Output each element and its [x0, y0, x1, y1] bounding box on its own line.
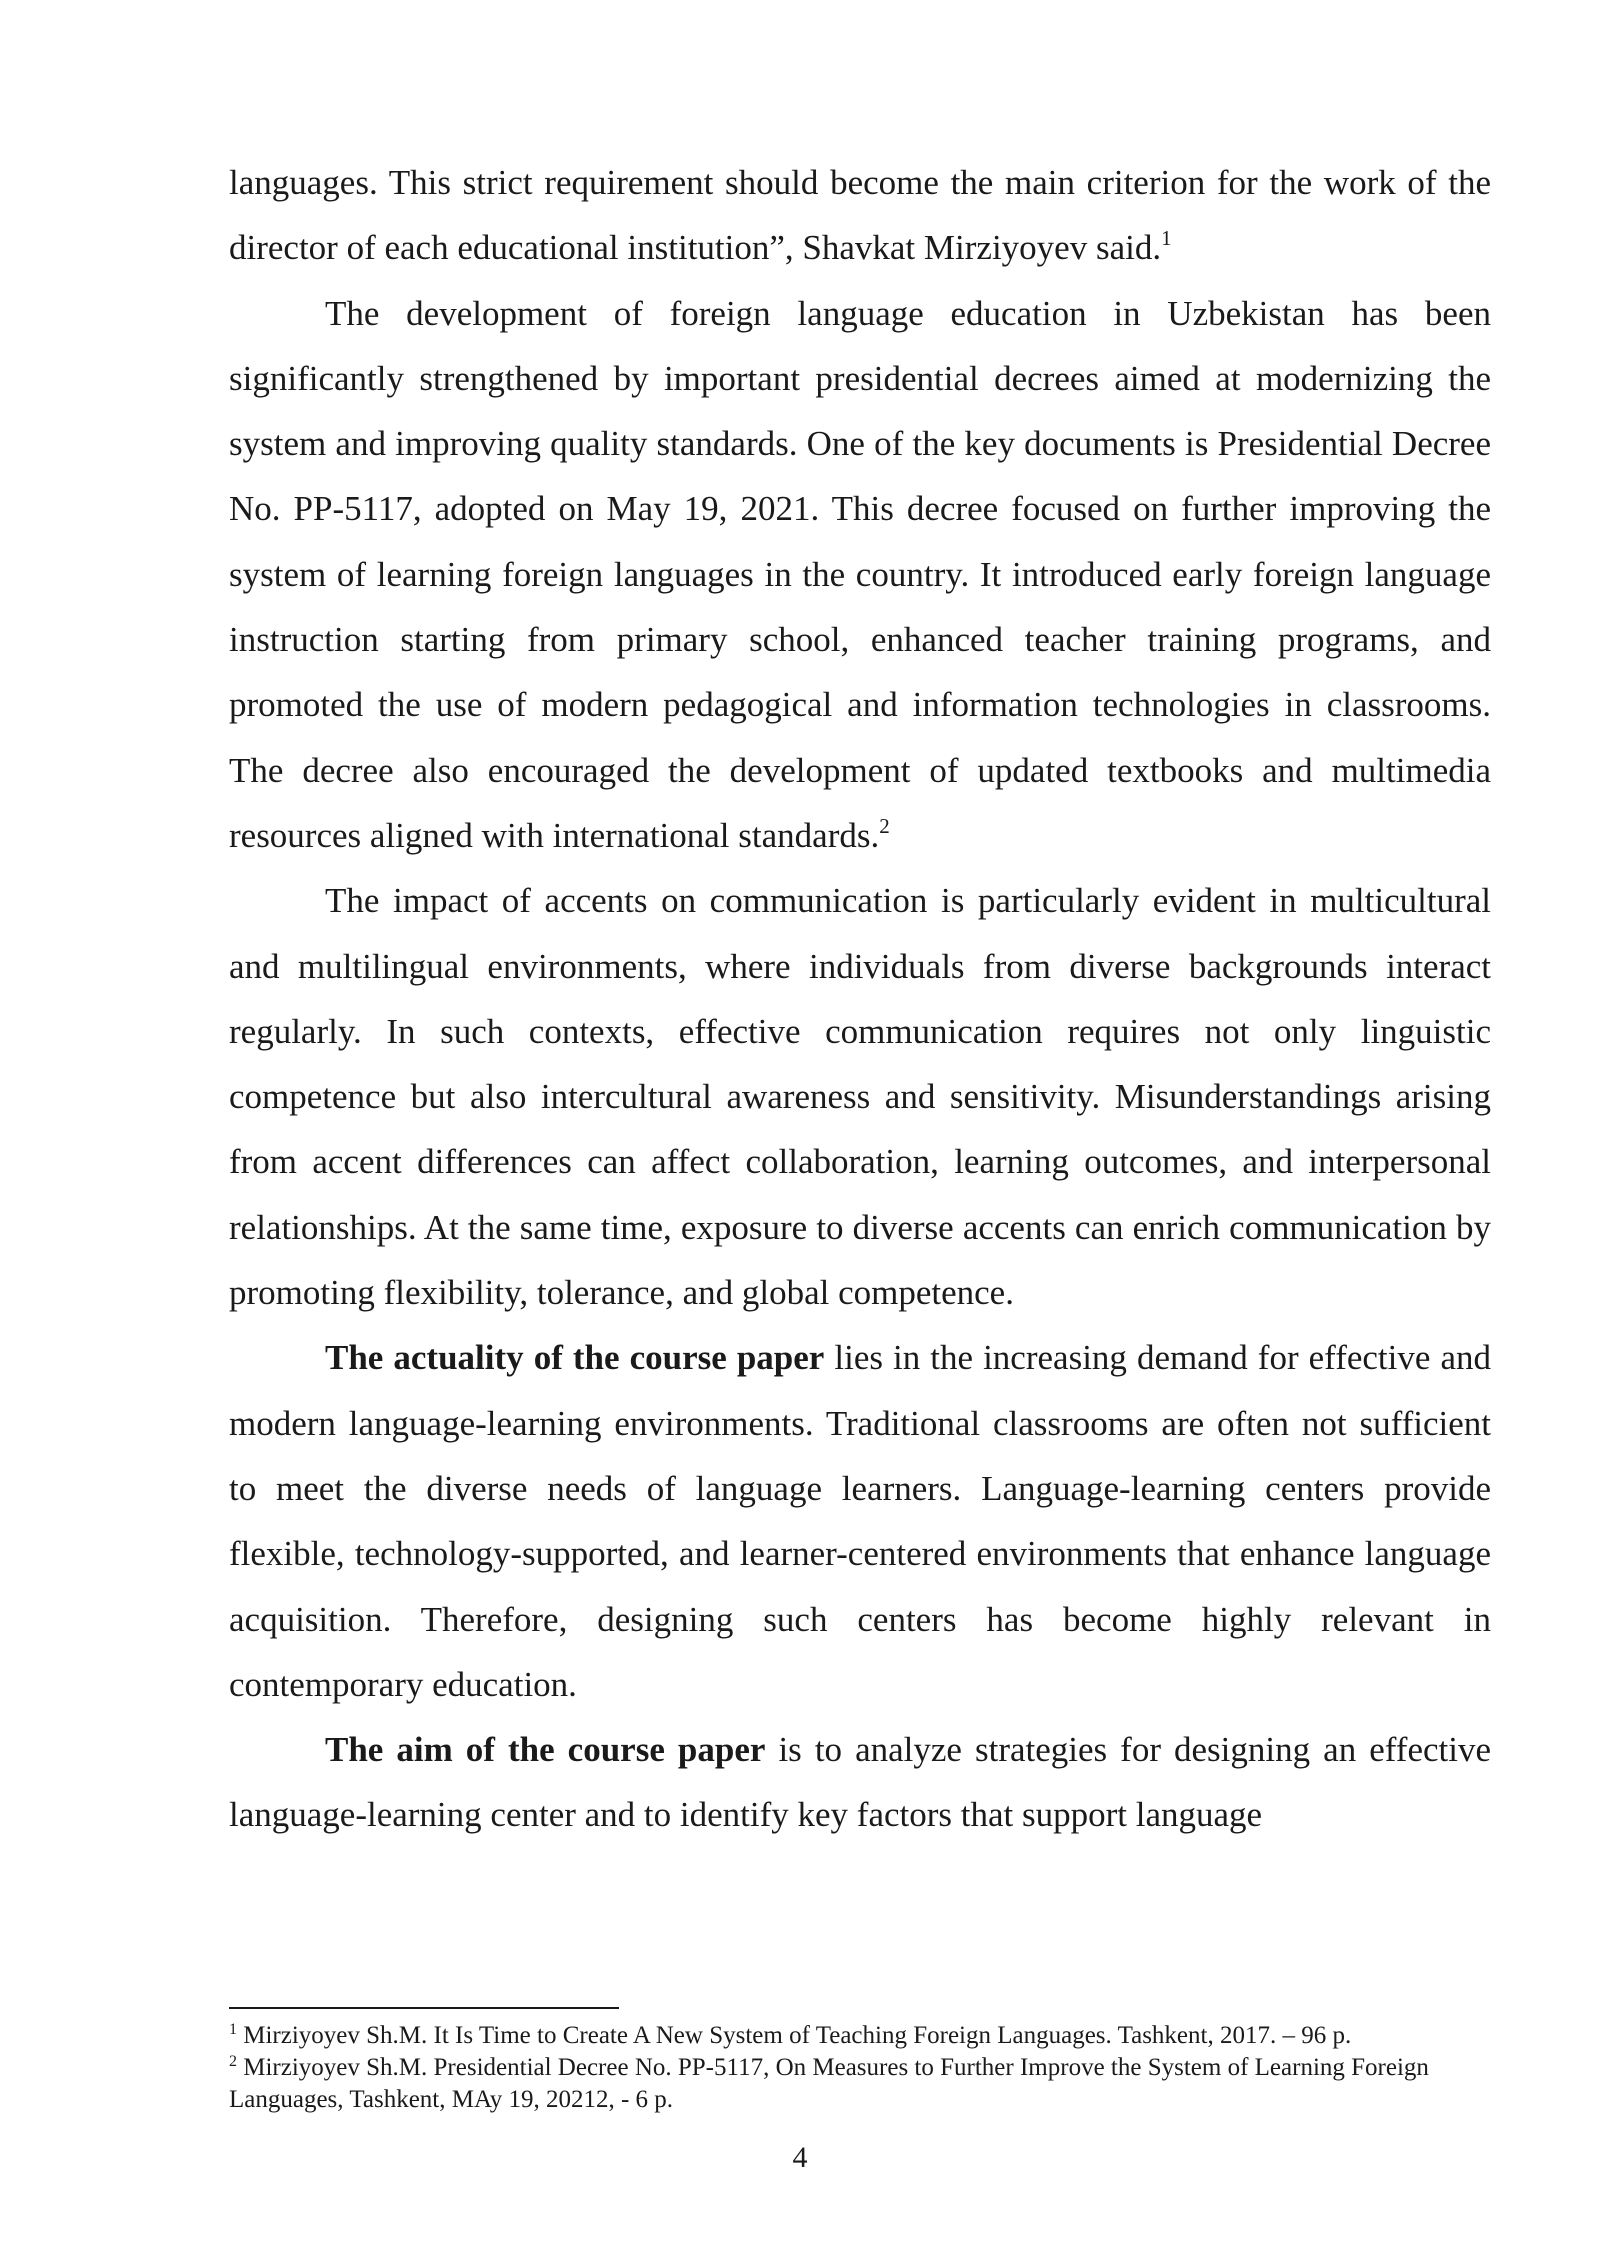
- footnote-separator: [229, 2007, 619, 2009]
- paragraph-accents: [229, 868, 1491, 1325]
- paragraph-text: The development of foreign language education in Uzbekistan has been significantly strengthened by important presidential decrees aimed at modernizing the system and improving quality standards. One of the key documents is Presidential Decree No. PP-5117, adopted on May 19, 2021. This decree focused on further improving the system of learning foreign languages in the country. It introduced early foreign language instruction starting from primary school, enhanced teacher training programs, and promoted the use of modern pedagogical and information technologies in classrooms. The decree also encouraged the development of updated textbooks and multimedia resources aligned with international standards.: [229, 293, 1491, 855]
- footnote-1: [229, 2020, 1491, 2052]
- footnote-2: [229, 2052, 1491, 2116]
- paragraph-decrees: [229, 281, 1491, 869]
- paragraph-text: is to analyze strategies for designing an effective language-learning center and to identify key factors that support language: [229, 1730, 1491, 1835]
- paragraph-text: languages. This strict requirement should become the main criterion for the work of the director of each educational institution”, Shavkat Mirziyoyev said.: [229, 163, 1491, 268]
- footnote-ref-2[interactable]: 2: [879, 813, 890, 838]
- footnote-text: Mirziyoyev Sh.M. Presidential Decree No. PP-5117, On Measures to Further Improve the System of Learning Foreign Languages, Tashkent, MAy 19, 20212, - 6 p.: [229, 2054, 1429, 2113]
- page-number: 4: [792, 2141, 808, 2174]
- footnote-text: Mirziyoyev Sh.M. It Is Time to Create A New System of Teaching Foreign Languages. Tashkent, 2017. – 96 p.: [237, 2022, 1352, 2049]
- footnotes: [229, 2020, 1491, 2116]
- footnote-ref-1[interactable]: 1: [1161, 226, 1172, 251]
- paragraph-continuation: [229, 150, 1491, 281]
- paragraph-text: lies in the increasing demand for effective and modern language-learning environments. Traditional classrooms are often not sufficient to meet the diverse needs of language learners. Language-learning centers provide flexible, technology-supported, and learner-centered environments that enhance language acquisition. Therefore, designing such centers has become highly relevant in contemporary education.: [229, 1338, 1491, 1704]
- paragraph-actuality: [229, 1325, 1491, 1717]
- page-body: [229, 150, 1491, 1848]
- paragraph-heading-aim: The aim of the course paper: [325, 1730, 766, 1770]
- footnote-mark: 1: [229, 2021, 237, 2038]
- footnote-mark: 2: [229, 2053, 237, 2070]
- paragraph-heading-actuality: The actuality of the course paper: [325, 1338, 825, 1378]
- paragraph-text: The impact of accents on communication is particularly evident in multicultural and multilingual environments, where individuals from diverse backgrounds interact regularly. In such contexts, effective communication requires not only linguistic competence but also intercultural awareness and sensitivity. Misunderstandings arising from accent differences can affect collaboration, learning outcomes, and interpersonal relationships. At the same time, exposure to diverse accents can enrich communication by promoting flexibility, tolerance, and global competence.: [229, 881, 1491, 1313]
- paragraph-aim: [229, 1717, 1491, 1848]
